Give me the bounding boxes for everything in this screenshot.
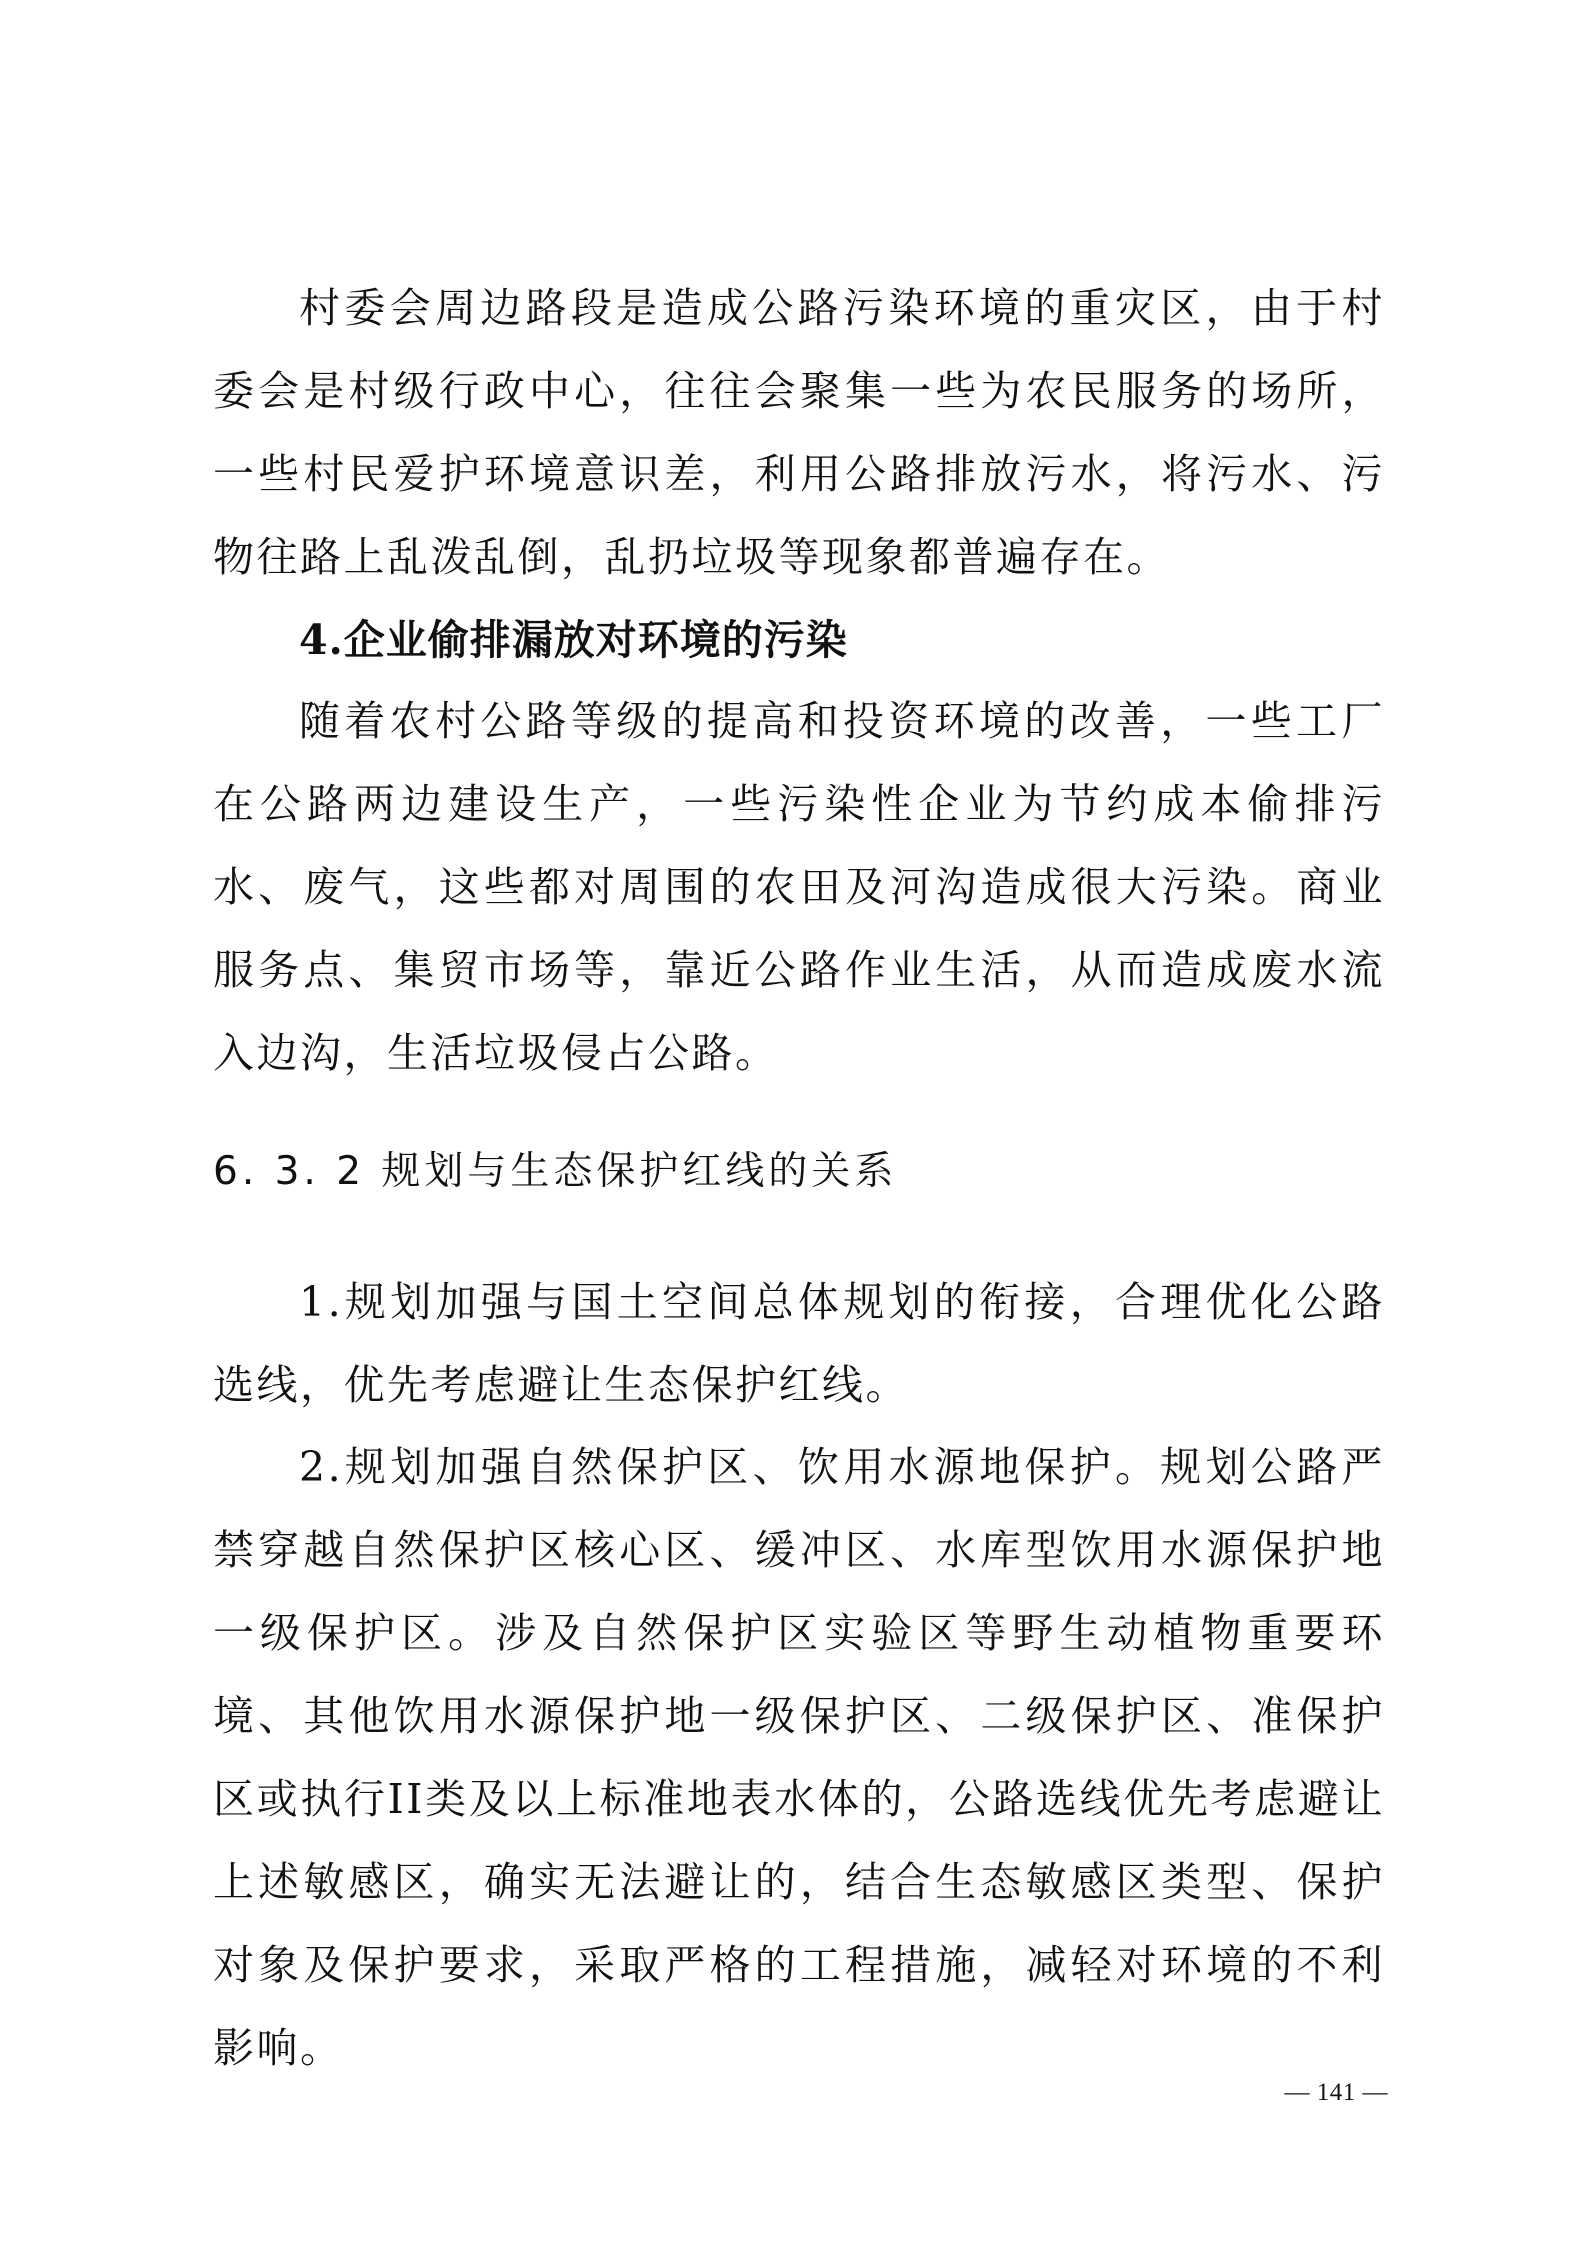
page-number: — 141 —	[1284, 2079, 1388, 2106]
paragraph-village-committee-pollution: 村委会周边路段是造成公路污染环境的重灾区，由于村委会是村级行政中心，往往会聚集一些为农民服务的场所，一些村民爱护环境意识差，利用公路排放污水，将污水、污物往路上乱泼乱倒，乱扔垃圾等现象都普遍存在。	[213, 284, 1385, 581]
paragraph-territorial-planning: 1.规划加强与国土空间总体规划的衔接，合理优化公路选线，优先考虑避让生态保护红线。	[213, 1278, 1385, 1409]
paragraph-factory-pollution: 随着农村公路等级的提高和投资环境的改善，一些工厂在公路两边建设生产，一些污染性企业为节约成本偷排污水、废气，这些都对周围的农田及河沟造成很大污染。商业服务点、集贸市场等，靠近公路作业生活，从而造成废水流入边沟，生活垃圾侵占公路。	[213, 697, 1385, 1077]
paragraph-nature-reserve-protection: 2.规划加强自然保护区、饮用水源地保护。规划公路严禁穿越自然保护区核心区、缓冲区、水库型饮用水源保护地一级保护区。涉及自然保护区实验区等野生动植物重要环境、其他饮用水源保护地一级保护区、二级保护区、准保护区或执行II类及以上标准地表水体的，公路选线优先考虑避让上述敏感区，确实无法避让的，结合生态敏感区类型、保护对象及保护要求，采取严格的工程措施，减轻对环境的不利影响。	[213, 1443, 1385, 2072]
subheading-enterprise-discharge: 4.企业偷排漏放对环境的污染	[299, 616, 848, 664]
section-heading-ecological-redline: 6. 3. 2 规划与生态保护红线的关系	[213, 1149, 898, 1194]
